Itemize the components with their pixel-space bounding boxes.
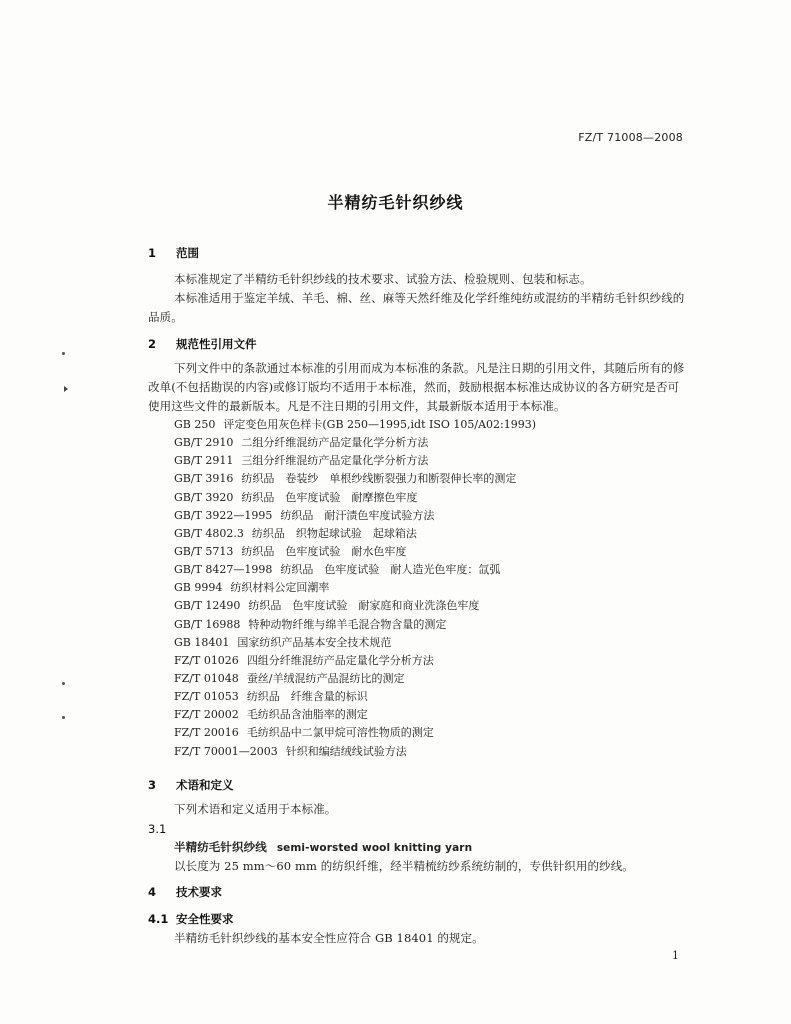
- reference-code: FZ/T 01053: [174, 690, 239, 704]
- reference-code: FZ/T 20016: [174, 726, 239, 740]
- reference-code: GB 18401: [174, 635, 230, 649]
- reference-item: [174, 452, 536, 470]
- reference-title: 二组分纤维混纺产品定量化学分析方法: [241, 436, 429, 450]
- term-chinese: 半精纺毛针织纱线: [174, 840, 267, 854]
- reference-item: [174, 597, 536, 615]
- subclause-4-1-text: 半精纺毛针织纱线的基本安全性应符合 GB 18401 的规定。: [174, 931, 484, 945]
- reference-code: GB/T 16988: [174, 617, 241, 631]
- reference-item: [174, 470, 536, 488]
- reference-item: [174, 416, 536, 434]
- reference-title: 三组分纤维混纺产品定量化学分析方法: [241, 454, 429, 468]
- scan-speck: [64, 386, 68, 392]
- normative-reference-list: [174, 416, 536, 761]
- reference-code: FZ/T 20002: [174, 708, 239, 722]
- section-number: 3: [148, 778, 157, 792]
- reference-code: FZ/T 01048: [174, 671, 239, 685]
- reference-title: 纺织品 织物起球试验 起球箱法: [251, 526, 417, 540]
- section-1-heading: [148, 245, 199, 261]
- reference-item: [174, 489, 536, 507]
- section-title: 规范性引用文件: [176, 337, 257, 351]
- reference-item: [174, 706, 536, 724]
- reference-item: [174, 670, 536, 688]
- reference-code: GB/T 12490: [174, 599, 241, 613]
- subclause-title: 安全性要求: [176, 912, 234, 926]
- reference-title: 毛纺织品含油脂率的测定: [246, 708, 368, 722]
- reference-title: 纺织品 纤维含量的标识: [246, 690, 368, 704]
- reference-item: [174, 507, 536, 525]
- section-title: 术语和定义: [176, 778, 234, 792]
- standard-number: FZ/T 71008—2008: [578, 131, 683, 144]
- reference-code: FZ/T 01026: [174, 653, 239, 667]
- scan-speck: [62, 682, 65, 685]
- section-4-heading: [148, 884, 222, 900]
- section-3-intro: 下列术语和定义适用于本标准。: [174, 802, 337, 816]
- term-definition: 以长度为 25 mm～60 mm 的纺织纤维，经半精梳纺纱系统纺制的，专供针织用的纱线。: [174, 859, 634, 873]
- reference-item: [174, 543, 536, 561]
- reference-item: [174, 634, 536, 652]
- reference-item: [174, 743, 536, 761]
- section-2-intro: 下列文件中的条款通过本标准的引用而成为本标准的条款。凡是注日期的引用文件，其随后所有的修改单(不包括勘误的内容)或修订版均不适用于本标准，然而，鼓励根据本标准达成协议的各方研究是否可使用这些文件的最新版本。凡是不注日期的引用文件，其最新版本适用于本标准。: [148, 361, 685, 413]
- reference-code: GB/T 2911: [174, 454, 234, 468]
- reference-title: 针织和编结绒线试验方法: [285, 744, 407, 758]
- reference-code: GB/T 5713: [174, 544, 234, 558]
- page-number: 1: [672, 949, 679, 962]
- reference-code: GB/T 8427—1998: [174, 563, 273, 577]
- reference-title: 纺织品 色牢度试验 耐人造光色牢度：氙弧: [280, 563, 501, 577]
- reference-code: GB 9994: [174, 581, 223, 595]
- reference-title: 蚕丝/羊绒混纺产品混纺比的测定: [246, 671, 405, 685]
- reference-item: [174, 688, 536, 706]
- reference-title: 特种动物纤维与绵羊毛混合物含量的测定: [248, 617, 447, 631]
- section-number: 4: [148, 885, 157, 899]
- reference-code: GB/T 3922—1995: [174, 508, 273, 522]
- reference-title: 毛纺织品中二氯甲烷可溶性物质的测定: [246, 726, 434, 740]
- reference-title: 纺织品 色牢度试验 耐家庭和商业洗涤色牢度: [248, 599, 480, 613]
- reference-code: GB/T 3920: [174, 490, 234, 504]
- document-title: 半精纺毛针织纱线: [327, 193, 464, 212]
- subclause-4-1-heading: [148, 911, 234, 927]
- section-3-heading: [148, 777, 234, 793]
- reference-item: [174, 434, 536, 452]
- reference-title: 国家纺织产品基本安全技术规范: [237, 635, 392, 649]
- section-2-heading: [148, 336, 257, 352]
- reference-code: FZ/T 70001—2003: [174, 744, 278, 758]
- section-1-paragraph-2: 本标准适用于鉴定羊绒、羊毛、棉、丝、麻等天然纤维及化学纤维纯纺或混纺的半精纺毛针织纱线的品质。: [148, 291, 685, 324]
- scan-speck: [62, 352, 65, 355]
- subclause-number: 4.1: [148, 912, 169, 926]
- scan-speck: [62, 716, 65, 719]
- reference-code: GB/T 3916: [174, 472, 234, 486]
- reference-item: [174, 579, 536, 597]
- term-entry: [174, 838, 686, 858]
- reference-title: 四组分纤维混纺产品定量化学分析方法: [246, 653, 434, 667]
- section-number: 2: [148, 337, 157, 351]
- term-english: semi-worsted wool knitting yarn: [276, 842, 473, 854]
- reference-item: [174, 525, 536, 543]
- section-title: 范围: [176, 246, 199, 260]
- reference-item: [174, 616, 536, 634]
- reference-item: [174, 561, 536, 579]
- reference-title: 纺织品 卷装纱 单根纱线断裂强力和断裂伸长率的测定: [241, 472, 517, 486]
- reference-title: 评定变色用灰色样卡(GB 250—1995,idt ISO 105/A02:1993): [223, 418, 537, 431]
- reference-code: GB 250: [174, 418, 216, 431]
- section-number: 1: [148, 246, 157, 260]
- reference-code: GB/T 2910: [174, 436, 234, 450]
- section-title: 技术要求: [176, 885, 222, 899]
- reference-title: 纺织品 耐汗渍色牢度试验方法: [280, 508, 435, 522]
- reference-title: 纺织材料公定回潮率: [230, 581, 330, 595]
- reference-item: [174, 652, 536, 670]
- section-1-paragraph-1: 本标准规定了半精纺毛针织纱线的技术要求、试验方法、检验规则、包装和标志。: [174, 272, 592, 286]
- reference-item: [174, 724, 536, 742]
- reference-title: 纺织品 色牢度试验 耐摩擦色牢度: [241, 490, 418, 504]
- subclause-3-1-number: 3.1: [148, 822, 167, 836]
- reference-code: GB/T 4802.3: [174, 526, 244, 540]
- reference-title: 纺织品 色牢度试验 耐水色牢度: [241, 544, 407, 558]
